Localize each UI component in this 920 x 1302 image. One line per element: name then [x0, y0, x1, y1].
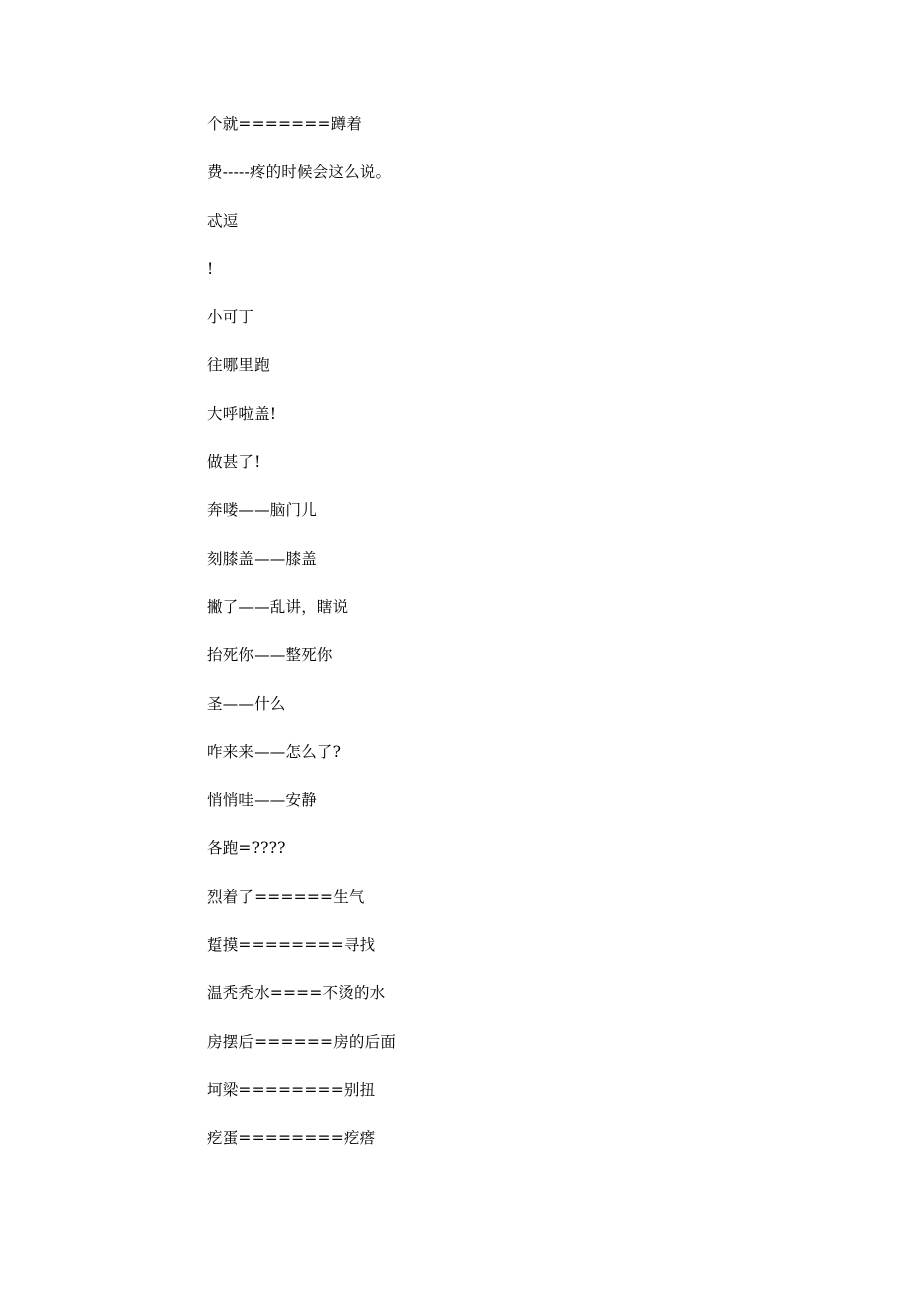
text-line: 往哪里跑 — [207, 356, 270, 375]
text-line: 大呼啦盖! — [207, 404, 277, 423]
text-line: 刻膝盖——膝盖 — [207, 549, 317, 568]
text-line: 疙蛋========疙瘩 — [207, 1129, 376, 1148]
text-line: 忒逗 — [207, 211, 239, 230]
text-line: 各跑=???? — [207, 839, 286, 858]
text-line: 烈着了======生气 — [207, 887, 365, 906]
text-line: 费-----疼的时候会这么说。 — [207, 163, 392, 182]
text-line: 悄悄哇——安静 — [207, 791, 317, 810]
text-line: 奔喽——脑门儿 — [207, 501, 317, 520]
text-line: 咋来来——怎么了? — [207, 742, 342, 761]
text-line: 坷梁========别扭 — [207, 1080, 376, 1099]
text-lines — [207, 113, 396, 1176]
text-line: 温秃秃水====不烫的水 — [207, 984, 386, 1003]
text-line: 抬死你——整死你 — [207, 646, 333, 665]
text-line: 房摆后======房的后面 — [207, 1032, 397, 1051]
text-line: 小可丁 — [207, 308, 255, 327]
text-line: 个就=======蹲着 — [207, 115, 363, 133]
text-line: 做甚了! — [207, 453, 261, 472]
text-line: ! — [207, 259, 214, 278]
text-line: 踅摸========寻找 — [207, 936, 376, 955]
text-line: 撇了——乱讲，瞎说 — [207, 597, 349, 616]
text-line: 圣——什么 — [207, 694, 286, 713]
